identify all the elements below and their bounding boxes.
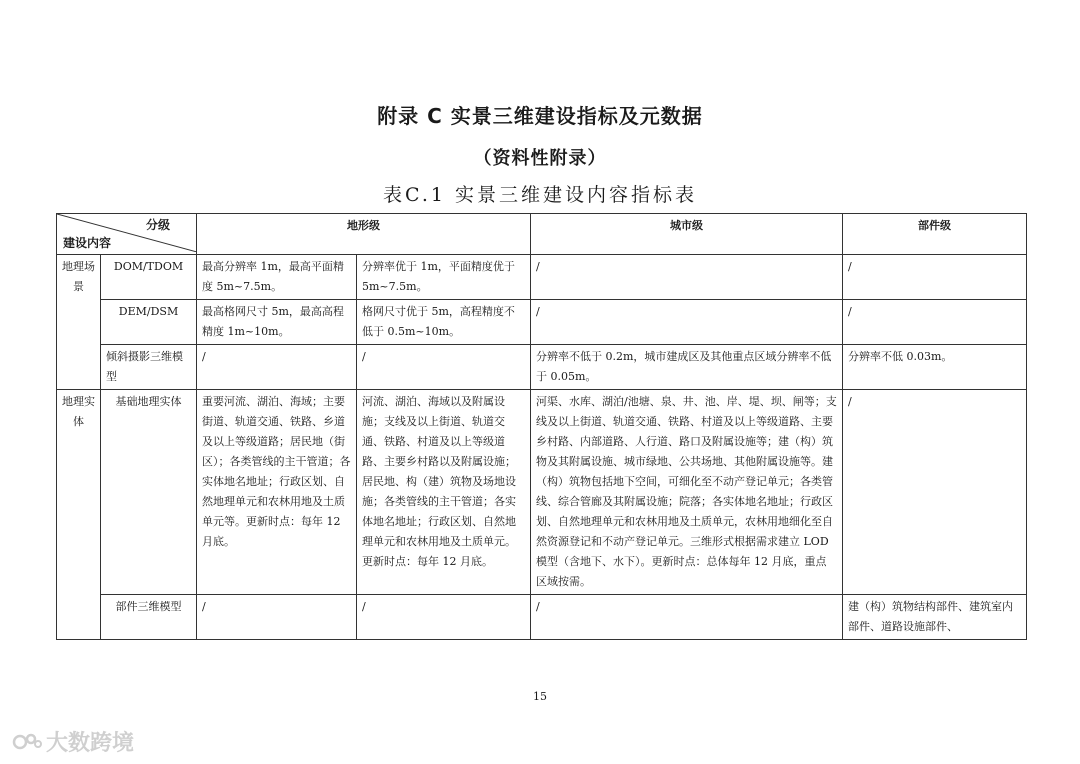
header-city: 城市级 <box>531 214 843 255</box>
watermark-text: 大数跨境 <box>46 731 135 756</box>
item-name: DOM/TDOM <box>101 255 197 300</box>
table-row <box>57 595 1027 640</box>
cell-component: 建（构）筑物结构部件、建筑室内部件、道路设施部件、 <box>843 595 1027 640</box>
item-name: 基础地理实体 <box>101 390 197 595</box>
table-row <box>57 255 1027 300</box>
header-component: 部件级 <box>843 214 1027 255</box>
appendix-subtitle: （资料性附录） <box>473 148 607 169</box>
cell-extra: 河渠、水库、湖泊/池塘、泉、井、池、岸、堤、坝、闸等；支线及以上街道、轨道交通、铁路、村道及以上等级道路、主要乡村路、内部道路、人行道、路口及附属设施等；建（构）筑物及其附属设施、城市绿地、公共场地、其他附属设施等。建（构）筑物包括地下空间，可细化至不动产登记单元；各类管线、综合管廊及其附属设施；院落；各实体地名地址；行政区划、自然地理单元和农林用地及土质单元，农林用地细化至自然资源登记和不动产登记单元。三维形式根据需求建立 LOD 模型（含地下、水下）。更新时点：总体每年 12 月底，重点区域按需。 <box>531 390 843 595</box>
table-row <box>57 390 1027 595</box>
cell-component: 分辨率不低 0.03m。 <box>843 345 1027 390</box>
table-row <box>57 300 1027 345</box>
cell-city: / <box>357 345 531 390</box>
cell-extra: 分辨率不低于 0.2m，城市建成区及其他重点区域分辨率不低于 0.05m。 <box>531 345 843 390</box>
cell-terrain: / <box>197 595 357 640</box>
header-terrain: 地形级 <box>197 214 531 255</box>
table-row <box>57 345 1027 390</box>
appendix-title: 附录 C 实景三维建设指标及元数据 <box>377 104 703 128</box>
content-index-table <box>56 213 1027 640</box>
cell-component: / <box>843 300 1027 345</box>
corner-header-cell <box>57 214 197 255</box>
category-geo-entity: 地理实体 <box>57 390 101 640</box>
item-name: DEM/DSM <box>101 300 197 345</box>
cell-city: 分辨率优于 1m，平面精度优于 5m~7.5m。 <box>357 255 531 300</box>
cell-component: / <box>843 255 1027 300</box>
cell-terrain: 最高分辨率 1m，最高平面精度 5m~7.5m。 <box>197 255 357 300</box>
cell-city: / <box>357 595 531 640</box>
watermark <box>12 726 134 757</box>
corner-grade-label: 分级 <box>145 218 170 232</box>
page-number: 15 <box>533 690 547 703</box>
category-geo-scene: 地理场景 <box>57 255 101 390</box>
cell-terrain: 重要河流、湖泊、海域；主要街道、轨道交通、铁路、乡道及以上等级道路；居民地（街区）；各类管线的主干管道；各实体地名地址；行政区划、自然地理单元和农林用地及土质单元等。更新时点：每年 12 月底。 <box>197 390 357 595</box>
brand-logo-icon <box>12 731 42 753</box>
table-caption: 表C.1 实景三维建设内容指标表 <box>382 184 698 206</box>
cell-extra: / <box>531 300 843 345</box>
table-header-row <box>57 214 1027 255</box>
cell-extra: / <box>531 255 843 300</box>
item-name: 部件三维模型 <box>101 595 197 640</box>
cell-city: 格网尺寸优于 5m，高程精度不低于 0.5m~10m。 <box>357 300 531 345</box>
cell-city: 河流、湖泊、海域以及附属设施；支线及以上街道、轨道交通、铁路、村道及以上等级道路、主要乡村路以及附属设施；居民地、构（建）筑物及场地设施；各类管线的主干管道；各实体地名地址；行政区划、自然地理单元和农林用地及土质单元。更新时点：每年 12 月底。 <box>357 390 531 595</box>
cell-extra: / <box>531 595 843 640</box>
cell-terrain: 最高格网尺寸 5m，最高高程精度 1m~10m。 <box>197 300 357 345</box>
cell-component: / <box>843 390 1027 595</box>
cell-terrain: / <box>197 345 357 390</box>
item-name: 倾斜摄影三维模型 <box>101 345 197 390</box>
corner-content-label: 建设内容 <box>63 236 112 250</box>
